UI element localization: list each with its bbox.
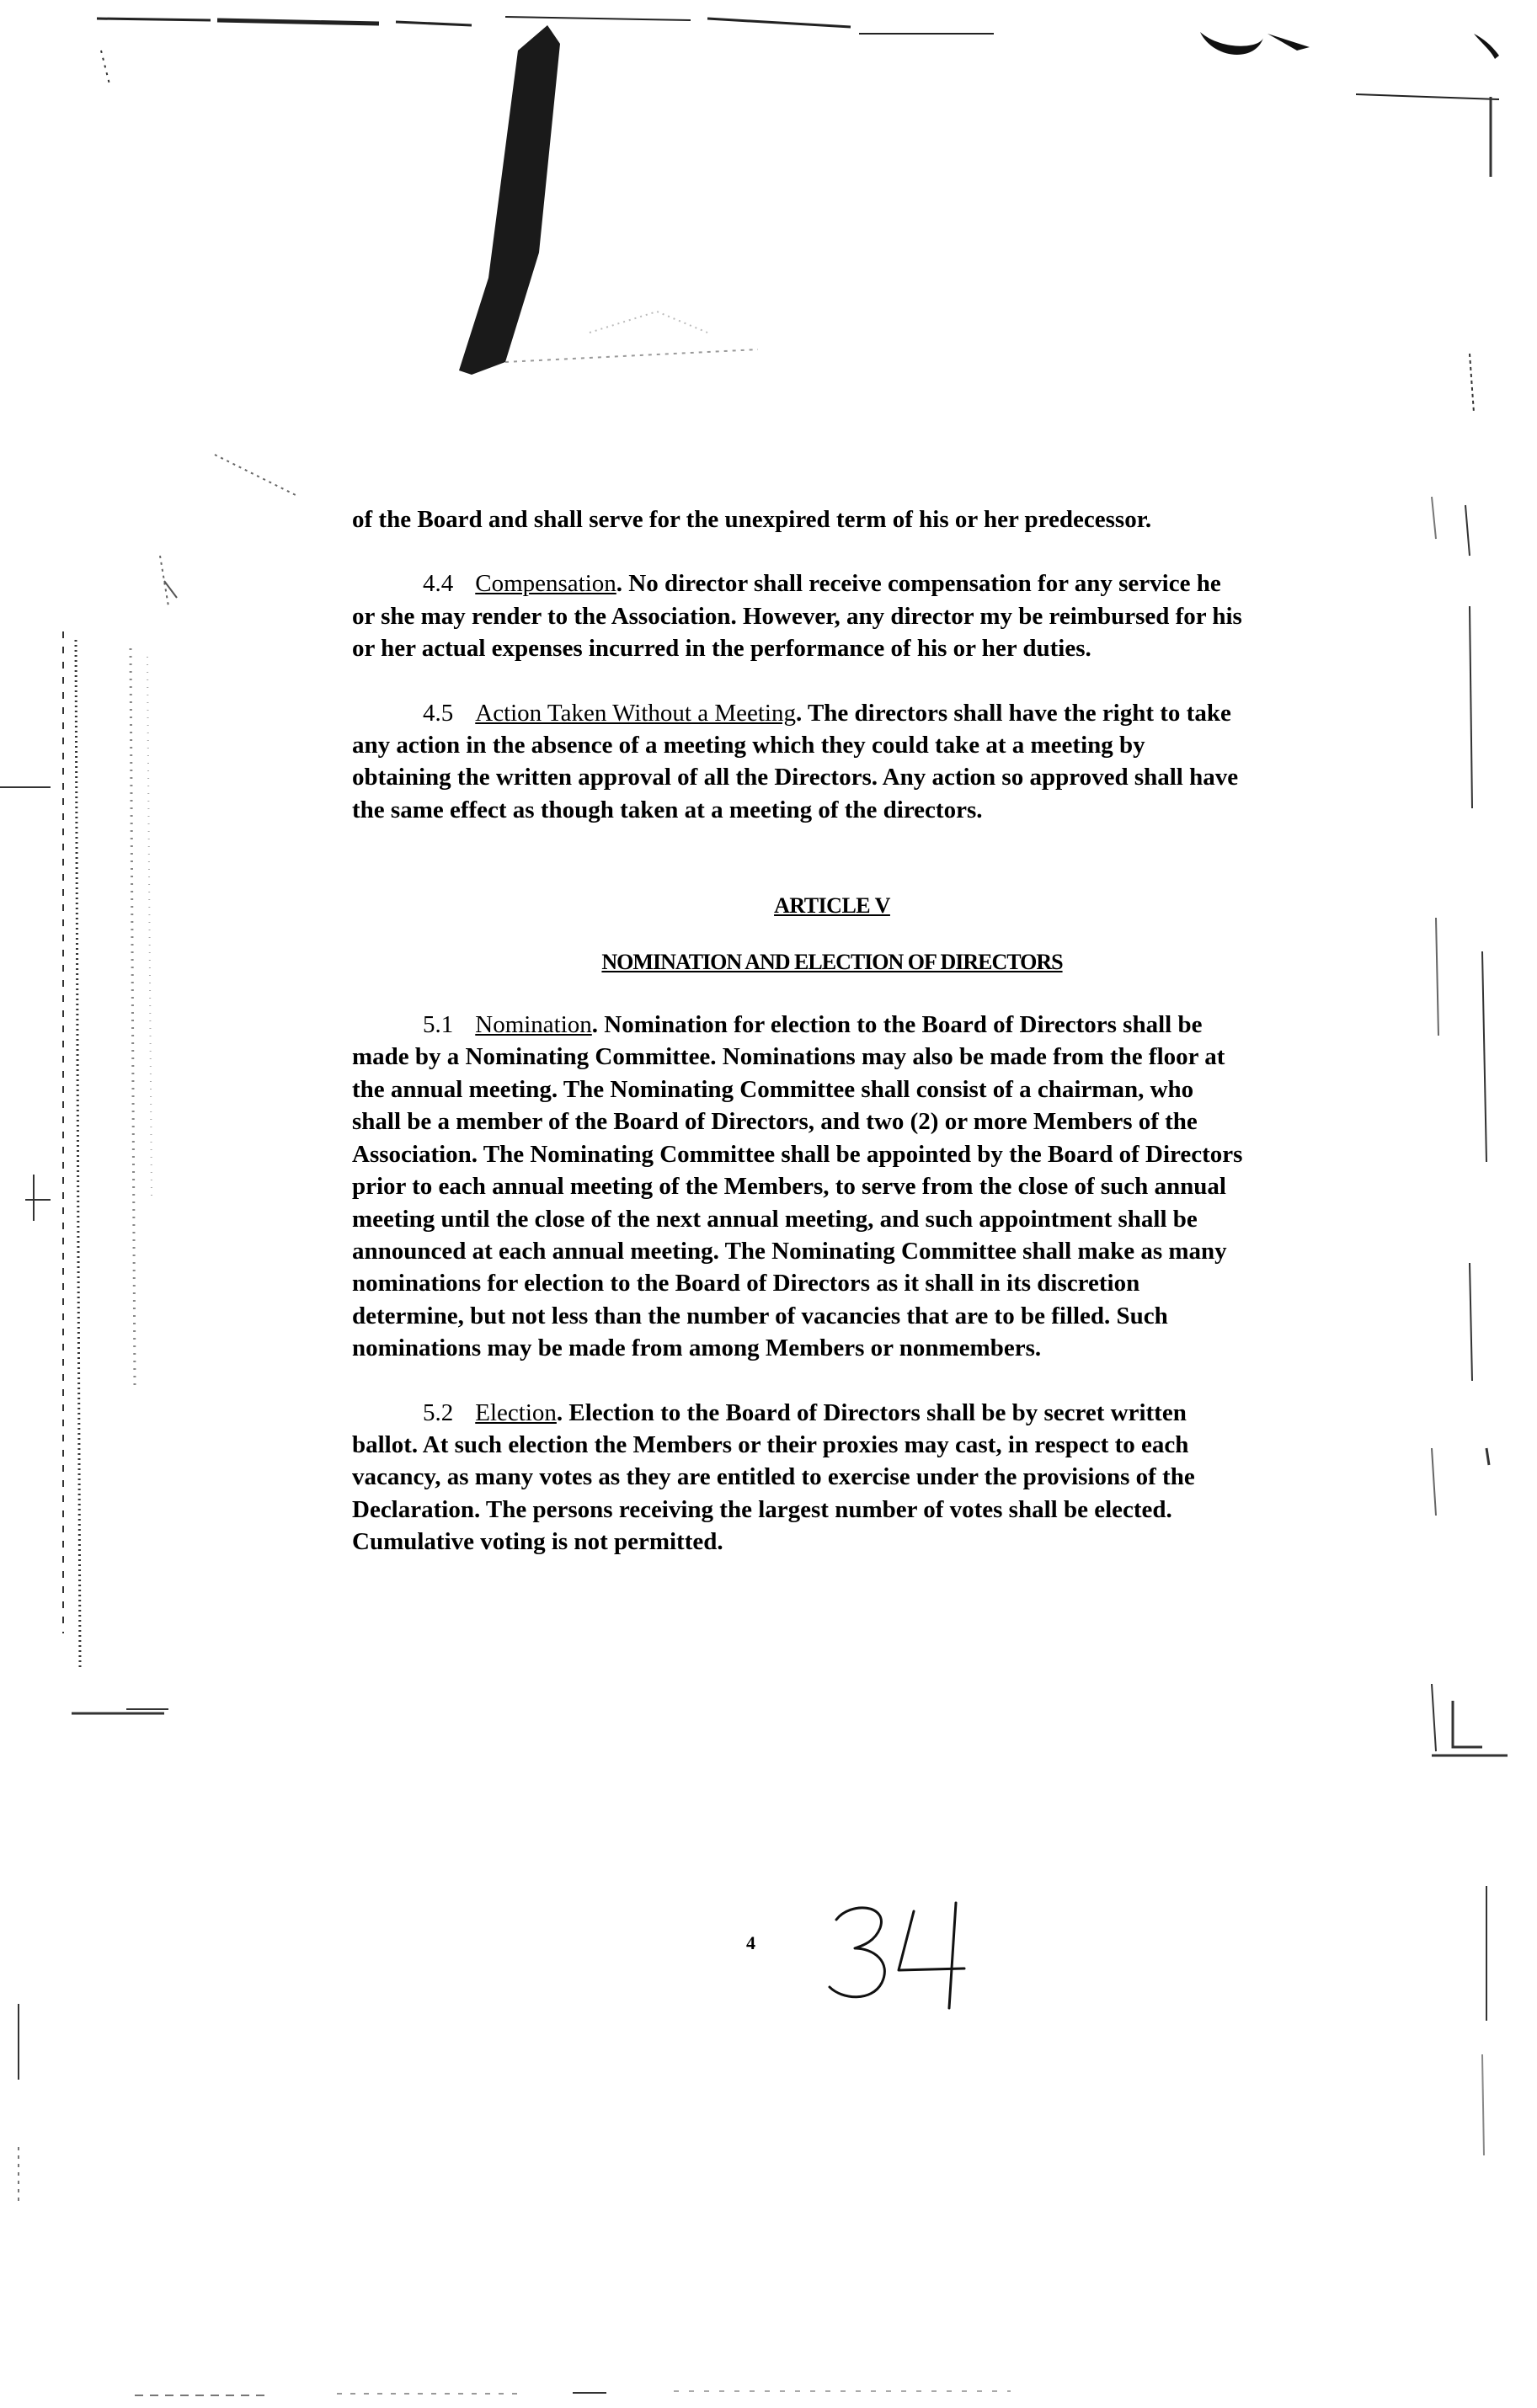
section-heading-action-without-meeting: Action Taken Without a Meeting	[475, 699, 796, 727]
section-5-2	[352, 1397, 1245, 1558]
article-title: ARTICLE V	[774, 893, 890, 919]
section-4-4	[352, 567, 1245, 664]
page-number: 4	[746, 1932, 755, 1953]
section-5-1	[352, 1009, 1245, 1364]
section-heading-election: Election	[475, 1398, 557, 1426]
section-heading-compensation: Compensation	[475, 570, 616, 598]
document-body	[352, 503, 1245, 1558]
continuation-paragraph: of the Board and shall serve for the unexpired term of his or her predecessor.	[352, 506, 1152, 533]
section-number: 4.4	[423, 570, 454, 598]
binder-artifact	[459, 25, 758, 375]
handwritten-page-mark	[821, 1894, 990, 2012]
section-text: . The directors shall have the right to take any action in the absence of a meeting which they could take at a meeting by obtaining the written approval of all the Directors. Any action so approved shall have the same effect as though taken at a meeting of the directors.	[352, 699, 1239, 823]
top-edge-noise	[97, 17, 1499, 99]
section-text: . Election to the Board of Directors shall be by secret written ballot. At such election the Members or their proxies may cast, in respect to each vacancy, as many votes as they are entitled to exercise under the provisions of the Declaration. The persons receiving the largest number of votes shall be elected. Cumulative voting is not permitted.	[352, 1398, 1195, 1556]
right-edge-noise	[1432, 97, 1508, 2155]
section-number: 4.5	[423, 699, 454, 727]
article-subtitle: NOMINATION AND ELECTION OF DIRECTORS	[601, 949, 1063, 974]
section-number: 5.1	[423, 1011, 454, 1039]
section-heading-nomination: Nomination	[475, 1011, 592, 1039]
section-number: 5.2	[423, 1398, 454, 1426]
top-right-blob	[1200, 32, 1499, 59]
section-text: . Nomination for election to the Board of Directors shall be made by a Nominating Committee. Nominations may also be made from the floor at the annual meeting. The Nominating Committee shall consist of a chairman, who shall be a member of the Board of Directors, and two (2) or more Members of the Association. The Nominating Committee shall be appointed by the Board of Directors prior to each annual meeting of the Members, to serve from the close of such annual meeting until the close of the next annual meeting, and such appointment shall be announced at each annual meeting. The Nominating Committee shall make as many nominations for election to the Board of Directors as it shall in its discretion determine, but not less than the number of vacancies that are to be filled. Such nominations may be made from among Members or nonmembers.	[352, 1011, 1243, 1362]
section-text: . No director shall receive compensation for any service he or she may render to the Association. However, any director my be reimbursed for his or her actual expenses incurred in the performance of his or her duties.	[352, 570, 1242, 663]
section-4-5	[352, 697, 1245, 827]
